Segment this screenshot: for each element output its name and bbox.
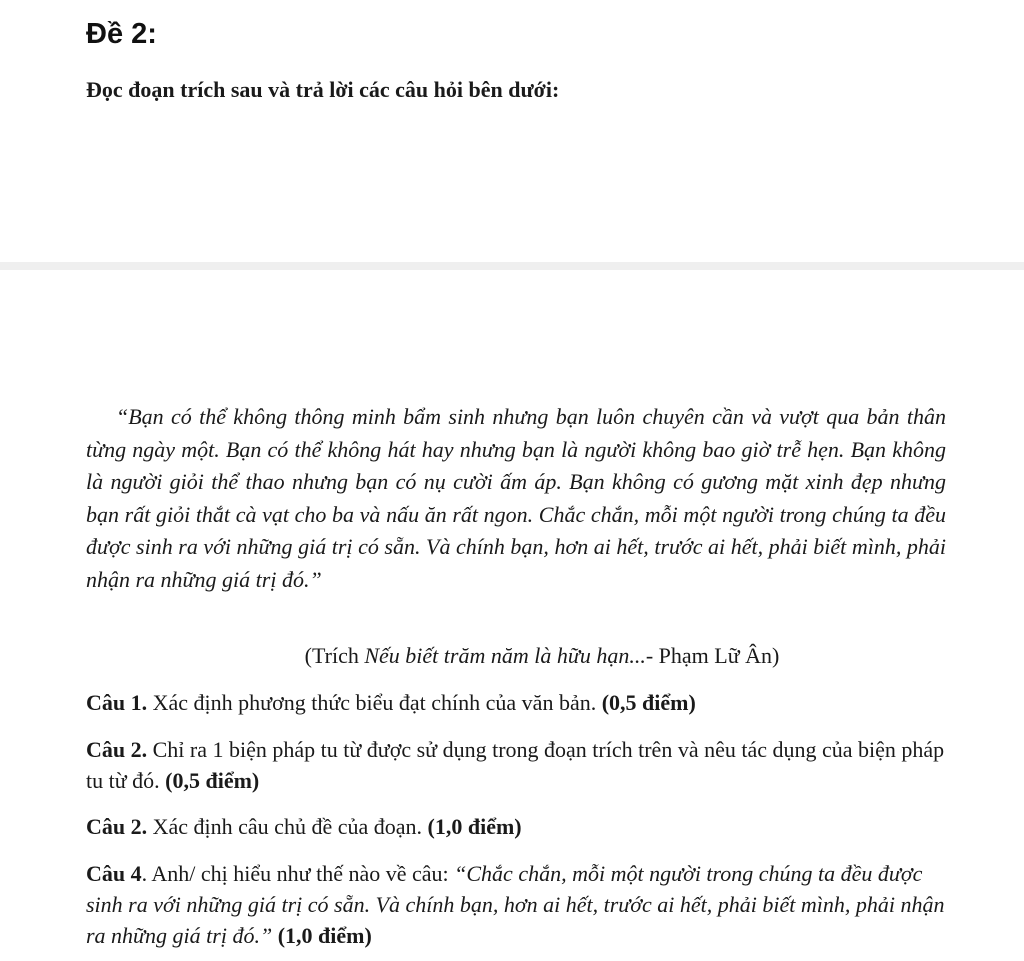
passage-text: “Bạn có thể không thông minh bẩm sinh nhưng bạn luôn chuyên cần và vượt qua bản thân từng ngày một. Bạn có thể không hát hay nhưng bạn là người không bao giờ trễ hẹn. Bạn không là người giỏi thể thao nhưng bạn có nụ cười ấm áp. Bạn không có gương mặt xinh đẹp nhưng bạn rất giỏi thắt cà vạt cho ba và nấu ăn rất ngon. Chắc chắn, mỗi một người trong chúng ta đều được sinh ra với những giá trị có sẵn. Và chính bạn, hơn ai hết, trước ai hết, phải biết mình, phải nhận ra những giá trị đó.”	[86, 404, 946, 592]
question-quote: “Chắc chắn, mỗi một người trong chúng ta đều được sinh ra với những giá trị có sẵn. Và chính bạn, hơn ai hết, trước ai hết, phải biết mình, phải nhận ra những giá trị đó.”	[86, 861, 945, 948]
source-title: Nếu biết trăm năm là hữu hạn...	[364, 643, 646, 668]
source-prefix: (Trích	[304, 643, 365, 668]
question-3	[86, 811, 946, 842]
question-label: Câu 2.	[86, 814, 148, 839]
question-text: Xác định phương thức biểu đạt chính của văn bản.	[147, 690, 602, 715]
question-label: Câu 1.	[86, 690, 148, 715]
question-points: (1,0 điểm)	[427, 814, 522, 839]
question-2	[86, 734, 946, 796]
question-points: (1,0 điểm)	[272, 923, 372, 948]
question-points: (0,5 điểm)	[601, 690, 696, 715]
question-label: Câu 2.	[86, 737, 148, 762]
question-text: Chỉ ra 1 biện pháp tu từ được sử dụng trong đoạn trích trên và nêu tác dụng của biện pháp tu từ đó.	[86, 737, 945, 793]
question-label: Câu 4	[86, 861, 142, 886]
question-text: . Anh/ chị hiểu như thế nào về câu:	[141, 861, 455, 886]
page-separator	[0, 262, 1024, 270]
question-1	[86, 687, 946, 718]
exam-title: Đề 2:	[86, 18, 157, 50]
question-points: (0,5 điểm)	[165, 768, 260, 793]
question-text: Xác định câu chủ đề của đoạn.	[147, 814, 428, 839]
instruction-text: Đọc đoạn trích sau và trả lời các câu hỏi bên dưới:	[86, 77, 560, 102]
question-4	[86, 858, 946, 951]
source-suffix: - Phạm Lữ Ân)	[645, 643, 780, 668]
passage-source	[0, 640, 1024, 672]
